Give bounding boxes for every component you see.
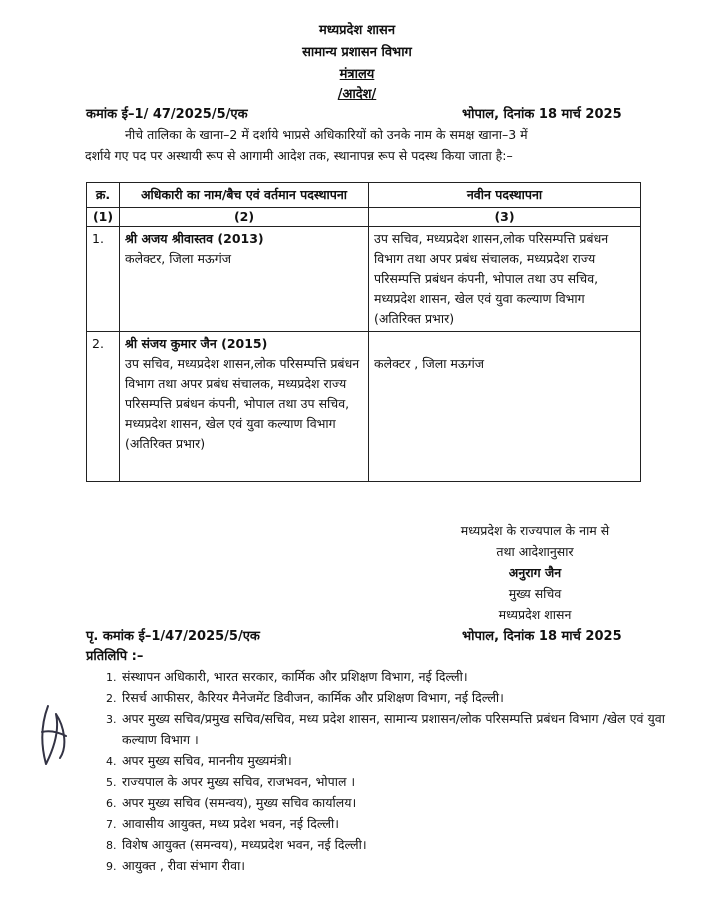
table-column-number-row (87, 208, 641, 227)
list-item: 7. आवासीय आयुक्त, मध्य प्रदेश भवन, नई दिल्ली। (120, 813, 665, 834)
signatory-office: मध्यप्रदेश शासन (498, 607, 572, 622)
officer-current-posting: कलेक्टर, जिला मऊगंज (125, 251, 232, 266)
col-number: (1) (87, 208, 120, 227)
intro-line-2: दर्शाये गए पद पर अस्थायी रूप से आगामी आदेश तक, स्थानापन्न रूप से पदस्थ किया जाता है:– (85, 148, 513, 163)
signatory-name: अनुराग जैन (508, 565, 562, 580)
signatory-designation: मुख्य सचिव (508, 586, 562, 601)
row-new-posting: कलेक्टर , जिला मऊगंज (369, 332, 641, 482)
officer-name: श्री अजय श्रीवास्तव (2013) (125, 231, 264, 246)
row-officer-cell (120, 227, 369, 332)
order-place-date: भोपाल, दिनांक 18 मार्च 2025 (462, 107, 622, 122)
intro-line-1: नीचे तालिका के खाना–2 में दर्शाये भाप्रसे अधिकारियों को उनके नाम के समक्ष खाना–3 में (125, 127, 528, 142)
list-item: 3. अपर मुख्य सचिव/प्रमुख सचिव/सचिव, मध्य प्रदेश शासन, सामान्य प्रशासन/लोक परिसम्पत्ति प्रबंधन विभाग /खेल एवं युवा कल्याण विभाग । (120, 708, 665, 750)
signature-line-1: मध्यप्रदेश के राज्यपाल के नाम से (460, 523, 610, 538)
list-item: 4. अपर मुख्य सचिव, माननीय मुख्यमंत्री। (120, 750, 665, 771)
header-sno: क्र. (87, 183, 120, 208)
header-officer: अधिकारी का नाम/बैच एवं वर्तमान पदस्थापना (120, 183, 369, 208)
signature-block (420, 520, 650, 625)
list-item: 8. विशेष आयुक्त (समन्वय), मध्यप्रदेश भवन, नई दिल्ली। (120, 834, 665, 855)
list-item: 2. रिसर्च आफीसर, कैरियर मैनेजमेंट डिवीजन, कार्मिक और प्रशिक्षण विभाग, नई दिल्ली। (120, 687, 665, 708)
handwritten-initials-icon (36, 702, 76, 772)
signature-line-2: तथा आदेशानुसार (496, 544, 574, 559)
table-row (87, 332, 641, 482)
table-header-row (87, 183, 641, 208)
endorsement-place-date: भोपाल, दिनांक 18 मार्च 2025 (462, 629, 622, 644)
header-order-title: /आदेश/ (337, 87, 377, 102)
col-number: (2) (120, 208, 369, 227)
copy-to-label: प्रतिलिपि :– (86, 649, 144, 664)
col-number: (3) (369, 208, 641, 227)
list-item: 5. राज्यपाल के अपर मुख्य सचिव, राजभवन, भोपाल । (120, 771, 665, 792)
header-new-posting: नवीन पदस्थापना (369, 183, 641, 208)
order-number: कमांक ई–1/ 47/2025/5/एक (86, 107, 248, 122)
list-item: 1. संस्थापन अधिकारी, भारत सरकार, कार्मिक और प्रशिक्षण विभाग, नई दिल्ली। (120, 666, 665, 687)
header-ministry: मंत्रालय (339, 67, 375, 82)
copy-list (98, 666, 665, 876)
intro-paragraph (85, 124, 640, 166)
posting-table (86, 182, 641, 482)
row-sno: 2. (87, 332, 120, 482)
endorsement-number: पृ. कमांक ई–1/47/2025/5/एक (86, 629, 260, 644)
officer-current-posting: उप सचिव, मध्यप्रदेश शासन,लोक परिसम्पत्ति प्रबंधन विभाग तथा अपर प्रबंध संचालक, मध्यप्रदेश राज्य परिसम्पत्ति प्रबंधन कंपनी, भोपाल तथा उप सचिव, मध्यप्रदेश शासन, खेल एवं युवा कल्याण विभाग (अतिरिक्त प्रभार) (125, 356, 360, 451)
row-new-posting: उप सचिव, मध्यप्रदेश शासन,लोक परिसम्पत्ति प्रबंधन विभाग तथा अपर प्रबंध संचालक, मध्यप्रदेश राज्य परिसम्पत्ति प्रबंधन कंपनी, भोपाल तथा उप सचिव, मध्यप्रदेश शासन, खेल एवं युवा कल्याण विभाग (अतिरिक्त प्रभार) (369, 227, 641, 332)
header-government: मध्यप्रदेश शासन (318, 23, 396, 38)
list-item: 9. आयुक्त , रीवा संभाग रीवा। (120, 855, 665, 876)
header-department: सामान्य प्रशासन विभाग (302, 45, 412, 60)
list-item: 6. अपर मुख्य सचिव (समन्वय), मुख्य सचिव कार्यालय। (120, 792, 665, 813)
officer-name: श्री संजय कुमार जैन (2015) (125, 336, 268, 351)
table-row (87, 227, 641, 332)
row-sno: 1. (87, 227, 120, 332)
row-officer-cell (120, 332, 369, 482)
